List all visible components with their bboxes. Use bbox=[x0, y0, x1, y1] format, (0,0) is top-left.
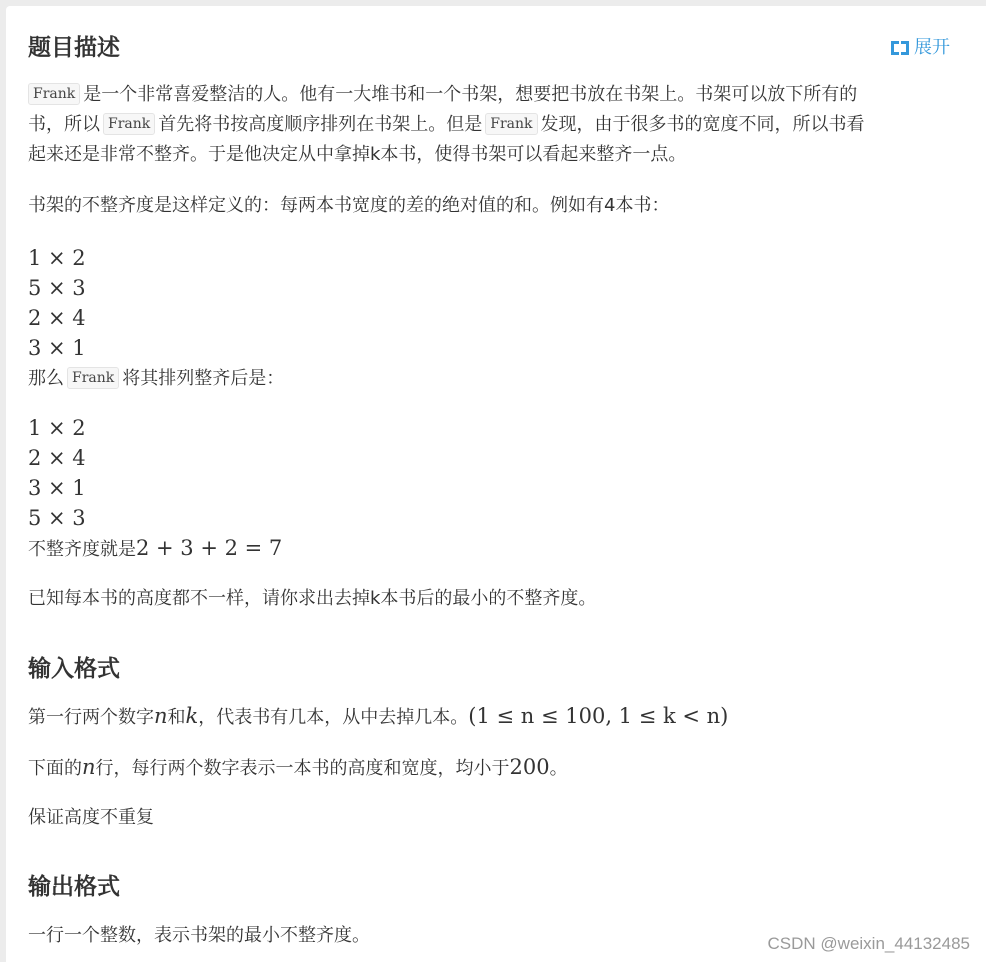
math-var-n: n bbox=[154, 704, 168, 728]
math-var-k: k bbox=[185, 704, 199, 728]
input-text: ，代表书有几本，从中去掉几本。 bbox=[198, 707, 469, 728]
input-text: 和 bbox=[167, 707, 186, 728]
input-text: 下面的 bbox=[28, 758, 82, 779]
expand-icon bbox=[890, 40, 910, 56]
code-frank: Frank bbox=[485, 113, 537, 135]
code-frank: Frank bbox=[67, 367, 119, 389]
book-original-2: 5 × 3 bbox=[28, 276, 86, 300]
description-text: 是一个非常喜爱整洁的人。他有一大堆书和一个书架，想要把书放在书架上。书架可以放下所有的 bbox=[83, 84, 858, 105]
definition-text: 书架的不整齐度是这样定义的：每两本书宽度的差的绝对值的和。例如有4本书： bbox=[28, 195, 670, 216]
input-format-title: 输入格式 bbox=[28, 656, 120, 682]
description-line-2 bbox=[28, 110, 865, 140]
expand-label: 展开 bbox=[914, 37, 950, 58]
expand-button[interactable] bbox=[890, 36, 950, 60]
math-var-n: n bbox=[82, 755, 96, 779]
input-text: 第一行两个数字 bbox=[28, 707, 154, 728]
book-sorted-3: 3 × 1 bbox=[28, 476, 86, 500]
description-text: 发现，由于很多书的宽度不同，所以书看 bbox=[540, 114, 865, 135]
description-title: 题目描述 bbox=[28, 35, 120, 61]
book-original-1: 1 × 2 bbox=[28, 246, 86, 270]
math-number: 200 bbox=[509, 755, 550, 779]
output-format-title: 输出格式 bbox=[28, 874, 120, 900]
problem-card bbox=[6, 6, 986, 962]
description-text: 那么 bbox=[28, 368, 64, 389]
book-original-4: 3 × 1 bbox=[28, 336, 86, 360]
output-line-1: 一行一个整数，表示书架的最小不整齐度。 bbox=[28, 925, 370, 946]
result-text: 不整齐度就是 bbox=[28, 539, 136, 560]
constraint-math: (1 ≤ n ≤ 100, 1 ≤ k < n) bbox=[468, 704, 729, 728]
sorted-intro bbox=[28, 364, 284, 394]
input-text: 行，每行两个数字表示一本书的高度和宽度，均小于 bbox=[95, 758, 510, 779]
description-text: 首先将书按高度顺序排列在书架上。但是 bbox=[158, 114, 483, 135]
task-text: 已知每本书的高度都不一样，请你求出去掉k本书后的最小的不整齐度。 bbox=[28, 588, 597, 609]
code-frank: Frank bbox=[28, 83, 80, 105]
description-text: 将其排列整齐后是： bbox=[122, 368, 285, 389]
book-sorted-4: 5 × 3 bbox=[28, 506, 86, 530]
description-line-1 bbox=[28, 80, 857, 110]
input-line-2 bbox=[28, 752, 568, 784]
code-frank: Frank bbox=[103, 113, 155, 135]
result-line bbox=[28, 533, 282, 565]
book-sorted-1: 1 × 2 bbox=[28, 416, 86, 440]
book-sorted-2: 2 × 4 bbox=[28, 446, 86, 470]
book-original-3: 2 × 4 bbox=[28, 306, 86, 330]
description-text: 书，所以 bbox=[28, 114, 100, 135]
description-line-3: 起来还是非常不整齐。于是他决定从中拿掉k本书，使得书架可以看起来整齐一点。 bbox=[28, 144, 687, 165]
input-line-3: 保证高度不重复 bbox=[28, 807, 154, 828]
input-text: 。 bbox=[549, 758, 568, 779]
watermark: CSDN @weixin_44132485 bbox=[767, 934, 970, 953]
result-math: 2 + 3 + 2 = 7 bbox=[136, 536, 283, 560]
input-line-1 bbox=[28, 701, 728, 733]
